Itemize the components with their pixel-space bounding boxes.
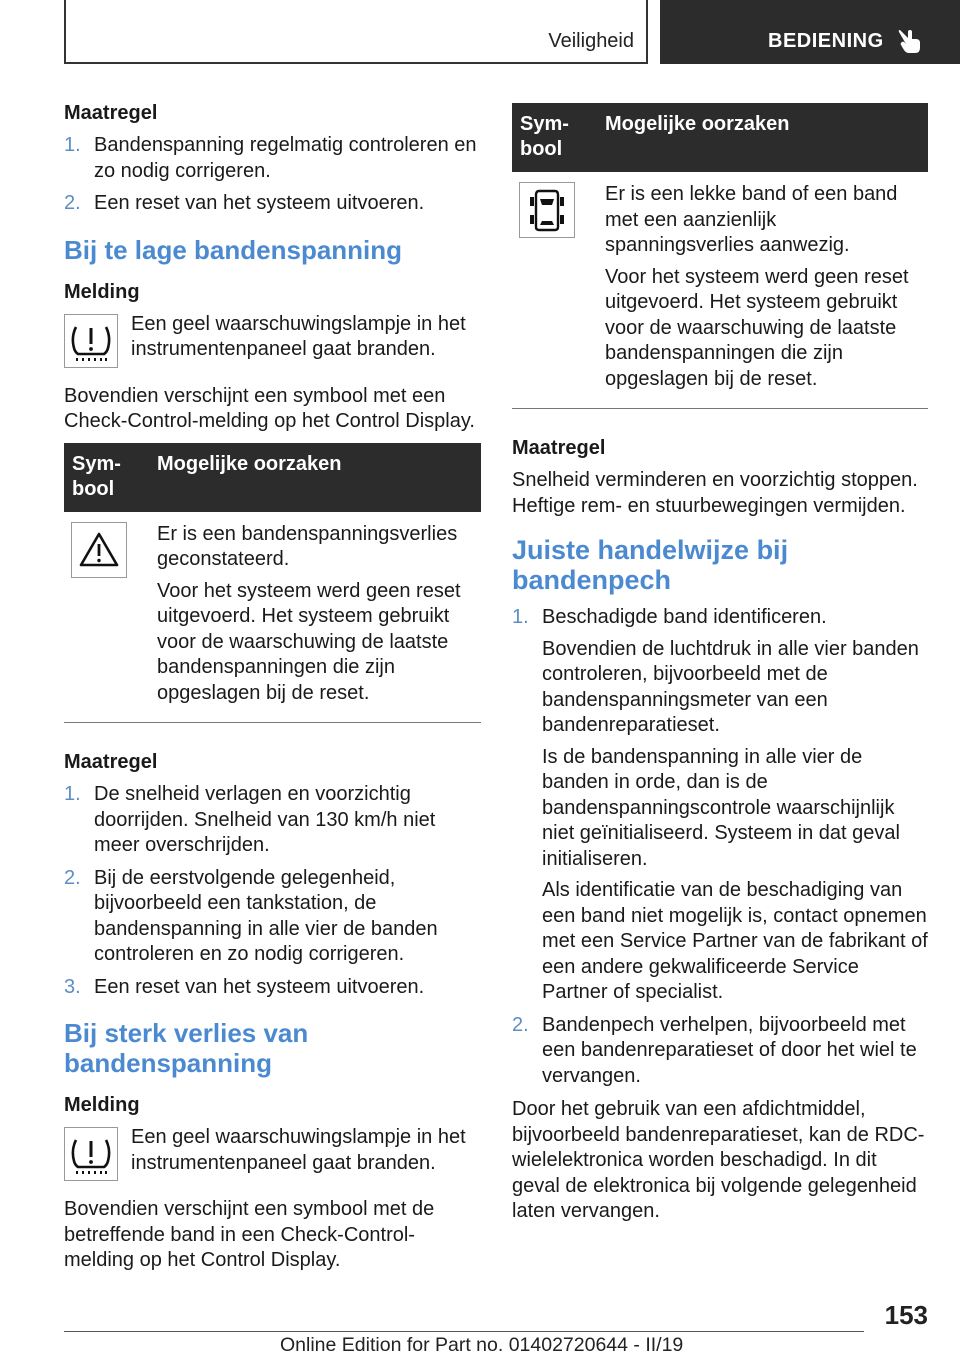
edition-note: Online Edition for Part no. 01402720644 - II/19	[280, 1334, 684, 1356]
list-text: Bandenpech verhelpen, bijvoorbeeld met een bandenreparatieset of door het wiel te vervangen.	[542, 1013, 917, 1087]
causes-cell	[149, 512, 481, 723]
list-text: Een reset van het systeem uitvoeren.	[94, 975, 425, 998]
table-row	[64, 512, 481, 723]
list-item	[64, 866, 481, 968]
list-item	[64, 782, 481, 859]
step-detail: Is de bandenspanning in alle vier de banden in orde, dan is de bandenspanningscontrole waarschijnlijk niet geïnitialiseerd. Systeem in dat geval initialiseren.	[542, 745, 900, 870]
message-text: Een geel waarschuwingslampje in het instrumentenpaneel gaat branden.	[131, 1126, 466, 1174]
measure-list	[64, 782, 481, 1000]
section-heading: Bij te lage bandenspanning	[64, 234, 403, 265]
list-number: 1.	[64, 783, 81, 805]
closing-paragraph: Door het gebruik van een afdichtmiddel, bijvoorbeeld bandenreparatieset, kan de RDC-wielelektronica worden beschadigd. In dit geval de elektronica bij volgende gelegenheid laten vervangen.	[512, 1098, 925, 1222]
body-paragraph: Bovendien verschijnt een symbool met de betreffende band in een Check-Control-melding op het Control Display.	[64, 1198, 435, 1271]
list-item	[64, 975, 481, 1001]
tire-pressure-warning-icon	[64, 1127, 118, 1181]
column-header-symbol: Sym- bool	[64, 443, 149, 512]
left-column	[64, 100, 481, 1280]
list-item	[512, 1013, 928, 1090]
list-number: 3.	[64, 975, 81, 998]
list-text: Beschadigde band identificeren.	[542, 606, 827, 628]
car-tire-icon	[519, 182, 575, 238]
list-text: Een reset van het systeem uitvoeren.	[94, 192, 425, 214]
list-number: 2.	[64, 192, 81, 214]
measure-text: Snelheid verminderen en voorzichtig stoppen. Heftige rem- en stuurbewegingen vermijden.	[512, 469, 918, 517]
list-number: 2.	[64, 866, 81, 889]
chapter-tab-label: BEDIENING	[768, 30, 884, 52]
list-number: 1.	[512, 606, 529, 628]
step-detail: Als identificatie van de beschadiging van een band niet mogelijk is, contact opnemen met een Service Partner van de fabrikant of een andere gekwalificeerde Service Partner of specialist.	[542, 879, 928, 1003]
symbol-cell	[512, 172, 597, 409]
cause-text: Voor het systeem werd geen reset uitgevoerd. Het systeem gebruikt voor de waarschuwing de laatste bandenspanningen die zijn opgeslagen bij de reset.	[605, 265, 909, 390]
warning-row	[64, 312, 481, 372]
warning-row	[64, 1125, 481, 1185]
table-row	[512, 172, 928, 409]
page-number: 153	[884, 1300, 928, 1330]
list-text: Bandenspanning regelmatig controleren en zo nodig corrigeren.	[94, 134, 477, 182]
list-text: De snelheid verlagen en voorzichtig doorrijden. Snelheid van 130 km/h niet meer overschrijden.	[94, 783, 436, 856]
measure-list	[64, 133, 481, 217]
symbol-cell	[64, 512, 149, 723]
list-item	[64, 133, 481, 184]
warning-triangle-icon	[71, 522, 127, 578]
section-title: Veiligheid	[548, 30, 634, 52]
tire-pressure-warning-icon	[64, 314, 118, 368]
step-detail: Bovendien de luchtdruk in alle vier banden controleren, bijvoorbeeld met de bandenspanningsmeter van een bandenreparatieset.	[542, 637, 919, 736]
measure-label: Maatregel	[512, 437, 606, 459]
message-label: Melding	[64, 1094, 140, 1116]
page-header	[0, 0, 960, 68]
measure-label: Maatregel	[64, 751, 158, 773]
footer-divider	[64, 1331, 864, 1332]
column-header-causes: Mogelijke oorzaken	[149, 443, 481, 512]
causes-cell	[597, 172, 928, 409]
measure-label: Maatregel	[64, 102, 158, 124]
symbol-table	[512, 103, 928, 409]
message-text: Een geel waarschuwingslampje in het instrumentenpaneel gaat branden.	[131, 312, 466, 360]
column-header-symbol: Sym- bool	[512, 103, 597, 172]
cause-text: Voor het systeem werd geen reset uitgevoerd. Het systeem gebruikt voor de waarschuwing de laatste bandenspanningen die zijn opgeslagen bij de reset.	[157, 579, 461, 704]
steps-list	[512, 605, 928, 1089]
list-item	[512, 605, 928, 1006]
cause-text: Er is een lekke band of een band met een aanzienlijk spanningsverlies aanwezig.	[605, 183, 898, 256]
section-heading: Juiste handelwijze bij bandenpech	[512, 535, 789, 595]
cause-text: Er is een bandenspanningsverlies geconstateerd.	[157, 522, 458, 570]
right-column	[512, 100, 928, 1231]
list-text: Bij de eerstvolgende gelegenheid, bijvoorbeeld een tankstation, de bandenspanning in alle vier de banden controleren en zo nodig corrigeren.	[94, 866, 438, 965]
pointing-hand-icon	[896, 26, 922, 54]
list-number: 2.	[512, 1013, 529, 1036]
section-heading: Bij sterk verlies van bandenspanning	[64, 1018, 309, 1078]
list-item	[64, 191, 481, 217]
body-paragraph: Bovendien verschijnt een symbool met een Check-Control-melding op het Control Display.	[64, 384, 475, 432]
column-header-causes: Mogelijke oorzaken	[597, 103, 928, 172]
chapter-tab	[660, 0, 960, 64]
symbol-table	[64, 443, 481, 724]
list-number: 1.	[64, 134, 81, 156]
message-label: Melding	[64, 280, 140, 303]
